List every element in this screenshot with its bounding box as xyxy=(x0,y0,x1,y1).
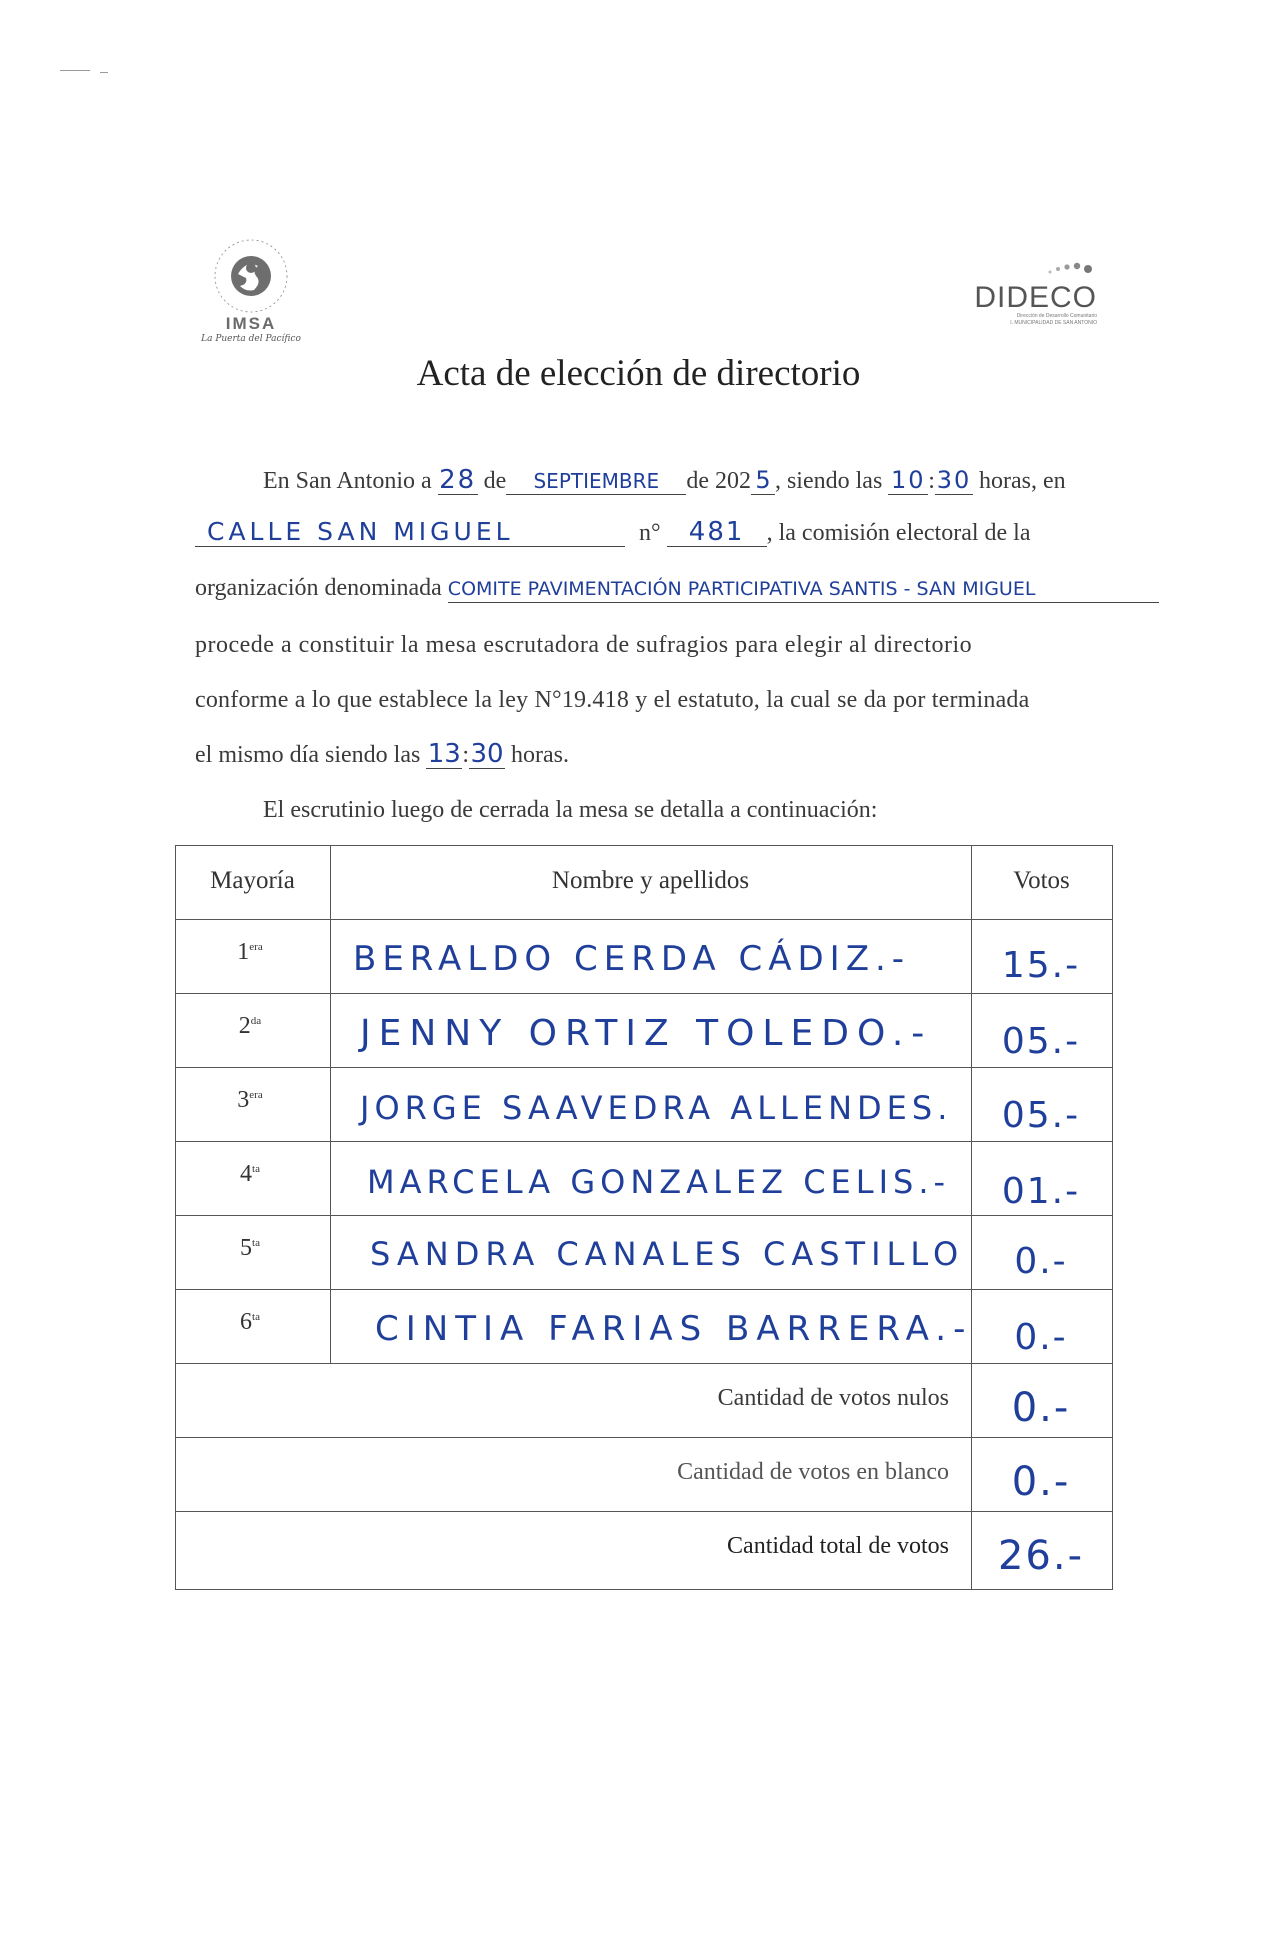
day-value: 28 xyxy=(439,465,477,495)
intro-line-1 xyxy=(263,467,1066,495)
rank-number: 1 xyxy=(237,939,250,965)
rank-number: 6 xyxy=(240,1309,253,1335)
address-value: CALLE SAN MIGUEL xyxy=(207,517,514,546)
rank-4 xyxy=(175,1161,325,1188)
organization-field xyxy=(448,575,1159,603)
candidate-votes: 05.- xyxy=(1001,1095,1081,1136)
rank-suffix: era xyxy=(249,941,263,953)
total-votes-value: 26.- xyxy=(997,1533,1085,1579)
total-votes-label: Cantidad total de votos xyxy=(727,1533,949,1559)
imsa-tagline: La Puerta del Pacífico xyxy=(201,334,301,344)
intro-line-4: procede a constituir la mesa escrutadora de sufragios para elegir al directorio xyxy=(195,632,973,658)
table-border xyxy=(175,1067,1113,1068)
candidate-votes: 01.- xyxy=(1001,1171,1081,1212)
table-border xyxy=(175,1289,1113,1290)
text: horas, en xyxy=(978,468,1066,494)
intro-line-6 xyxy=(195,741,569,769)
candidate-votes: 05.- xyxy=(1001,1021,1081,1062)
header-name: Nombre y apellidos xyxy=(551,867,750,894)
null-votes-value: 0.- xyxy=(1011,1385,1071,1431)
candidate-name: MARCELA GONZALEZ CELIS.- xyxy=(367,1163,951,1201)
day-field xyxy=(438,467,478,495)
text: : xyxy=(462,742,469,768)
blank-votes-value: 0.- xyxy=(1011,1459,1071,1505)
table-border xyxy=(175,1215,1113,1216)
imsa-brand: IMSA xyxy=(225,314,277,333)
intro-line-5: conforme a lo que establece la ley N°19.418 y el estatuto, la cual se da por terminada xyxy=(195,687,1030,713)
results-table xyxy=(175,845,1113,1590)
candidate-name: JENNY ORTIZ TOLEDO.- xyxy=(360,1013,933,1054)
rank-suffix: ta xyxy=(252,1311,260,1323)
rank-2 xyxy=(175,1013,325,1040)
scan-mark xyxy=(100,72,108,73)
table-border xyxy=(175,845,1113,846)
year-field xyxy=(751,467,775,495)
min-start-value: 30 xyxy=(936,466,972,494)
dideco-subtitle-2: I. MUNICIPALIDAD DE SAN ANTONIO xyxy=(1010,320,1097,326)
candidate-name: SANDRA CANALES CASTILLO xyxy=(370,1235,965,1273)
intro-line-3 xyxy=(195,575,1159,603)
address-field xyxy=(195,519,625,547)
text: : xyxy=(928,468,935,494)
hour-start-field xyxy=(888,467,928,495)
month-field xyxy=(506,468,686,495)
rank-1 xyxy=(175,939,325,966)
candidate-votes: 0.- xyxy=(1014,1241,1068,1282)
rank-number: 2 xyxy=(238,1013,251,1039)
hour-end-field xyxy=(426,741,462,769)
year-value: 5 xyxy=(755,466,771,494)
rank-number: 5 xyxy=(240,1235,253,1261)
rank-suffix: era xyxy=(249,1089,263,1101)
text: de xyxy=(483,468,507,494)
candidate-name: CINTIA FARIAS BARRERA.- xyxy=(375,1309,973,1349)
dideco-subtitle: Dirección de Desarrollo Comunitario xyxy=(1016,313,1097,319)
rank-suffix: ta xyxy=(252,1163,260,1175)
min-end-field xyxy=(469,741,505,769)
rank-number: 3 xyxy=(237,1087,250,1113)
table-border xyxy=(175,1363,1113,1364)
imsa-logo xyxy=(186,236,316,344)
page-title: Acta de elección de directorio xyxy=(416,353,861,394)
table-border xyxy=(1112,845,1113,1589)
table-border xyxy=(175,993,1113,994)
dots-logo-icon xyxy=(972,256,1097,278)
hour-end-value: 13 xyxy=(427,739,461,769)
rank-5 xyxy=(175,1235,325,1262)
text: n° xyxy=(639,520,661,546)
text: horas. xyxy=(510,742,569,768)
dideco-logo xyxy=(972,256,1097,327)
candidate-name: JORGE SAAVEDRA ALLENDES. xyxy=(360,1089,953,1127)
rank-6 xyxy=(175,1309,325,1336)
text: organización denominada xyxy=(195,575,442,601)
rank-suffix: da xyxy=(250,1015,262,1027)
organization-value: COMITE PAVIMENTACIÓN PARTICIPATIVA SANTIS - SAN MIGUEL xyxy=(447,578,1036,600)
header-rank: Mayoría xyxy=(210,867,295,894)
table-border xyxy=(175,1437,1113,1438)
null-votes-label: Cantidad de votos nulos xyxy=(717,1385,949,1411)
dideco-brand: DIDECO xyxy=(974,281,1097,314)
text: En San Antonio a xyxy=(263,468,432,494)
header-votes: Votos xyxy=(1013,867,1070,894)
candidate-votes: 0.- xyxy=(1014,1317,1068,1358)
candidate-votes: 15.- xyxy=(1001,945,1081,986)
hour-start-value: 10 xyxy=(891,466,926,494)
month-value: SEPTIEMBRE xyxy=(533,469,660,493)
min-end-value: 30 xyxy=(470,739,504,769)
table-border xyxy=(175,919,1113,920)
number-field xyxy=(667,519,767,547)
number-value: 481 xyxy=(688,517,745,547)
candidate-name: BERALDO CERDA CÁDIZ.- xyxy=(353,939,911,979)
scan-mark xyxy=(60,70,90,71)
table-border xyxy=(175,1511,1113,1512)
text: , siendo las xyxy=(774,468,883,494)
table-border xyxy=(175,1589,1113,1590)
text: de 202 xyxy=(686,468,751,494)
rank-3 xyxy=(175,1087,325,1114)
intro-line-7: El escrutinio luego de cerrada la mesa se detalla a continuación: xyxy=(263,797,878,823)
table-border xyxy=(330,845,331,1363)
min-start-field xyxy=(935,467,973,495)
blank-votes-label: Cantidad de votos en blanco xyxy=(677,1459,949,1485)
rank-suffix: ta xyxy=(252,1237,260,1249)
rank-number: 4 xyxy=(240,1161,253,1187)
municipal-seal-icon xyxy=(206,236,296,316)
text: , la comisión electoral de la xyxy=(766,520,1031,546)
text: el mismo día siendo las xyxy=(195,742,421,768)
intro-line-2 xyxy=(195,519,1031,547)
table-border xyxy=(175,1141,1113,1142)
